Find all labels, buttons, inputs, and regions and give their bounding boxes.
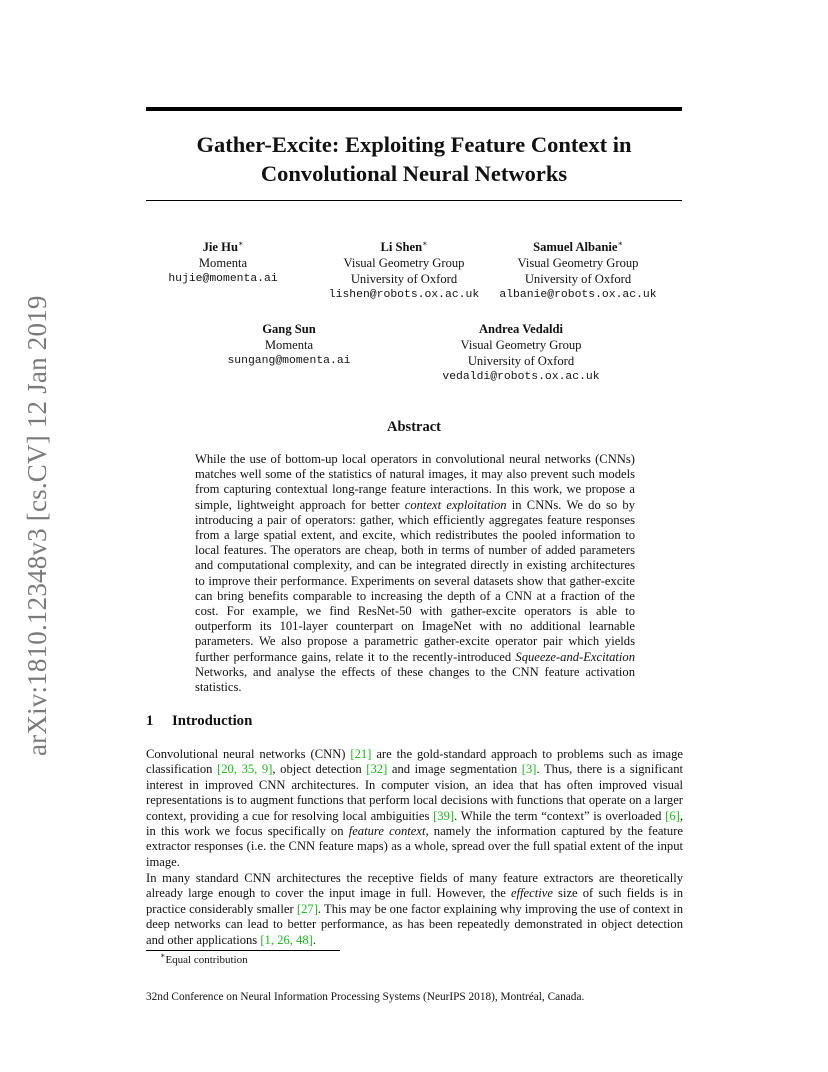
citation-link[interactable]: [3] — [521, 762, 537, 777]
author-name: Li Shen — [380, 240, 423, 254]
author-name: Gang Sun — [262, 322, 316, 336]
equal-contribution-mark: ∗ — [237, 239, 244, 248]
abstract-text: While the use of bottom-up local operators in convolutional neural networks (CNNs) matches well some of the statistics of natural images, it may also prevent such models from capturing contextual long-range feature interactions. In this work, we propose a simple, lightweight approach for better context exploitation in CNNs. We do so by introducing a pair of operators: gather, which efficiently aggregates feature responses from a large spatial extent, and excite, which redistributes the pooled information to local features. The operators are cheap, both in terms of number of added parameters and computational complexity, and can be integrated directly in existing architectures to improve their performance. Experiments on several datasets show that gather-excite can bring benefits comparable to increasing the depth of a CNN at a fraction of the cost. For example, we find ResNet-50 with gather-excite operators is able to outperform its 101-layer counterpart on ImageNet with no additional learnable parameters. We also propose a parametric gather-excite operator pair which yields further performance gains, relate it to the recently-introduced Squeeze-and-Excitation Networks, and analyse the effects of these changes to the CNN feature activation statistics. — [195, 452, 636, 695]
intro-paragraph-2: In many standard CNN architectures the receptive fields of many feature extractors are theoretically already large enough to cover the input image in full. However, the effective size of such fields is in practice considerably smaller [27]. This may be one factor explaining why improving the use of context in deep networks can lead to better performance, as has been repeatedly demonstrated in object detection and other applications [1, 26, 48]. — [146, 871, 683, 947]
author-university: University of Oxford — [467, 354, 575, 368]
conference-note: 32nd Conference on Neural Information Processing Systems (NeurIPS 2018), Montréal, Canada. — [146, 991, 585, 1003]
abstract-heading: Abstract — [387, 419, 441, 435]
citation-link[interactable]: [6] — [665, 808, 680, 823]
author-name: Jie Hu — [202, 240, 238, 254]
author-affiliation: Momenta — [198, 256, 248, 270]
title-line-1: Gather-Excite: Exploiting Feature Context in — [196, 132, 632, 157]
equal-contribution-mark: ∗ — [617, 239, 623, 248]
footnote — [160, 951, 248, 966]
author-block — [488, 239, 668, 303]
footnote-mark: ∗ — [160, 951, 166, 960]
author-affiliation: Momenta — [264, 338, 314, 352]
section-number: 1 — [146, 713, 154, 729]
author-affiliation: Visual Geometry Group — [517, 256, 639, 270]
author-block — [304, 239, 504, 303]
author-name: Andrea Vedaldi — [478, 322, 564, 336]
author-email[interactable]: lishen@robots.ox.ac.uk — [328, 289, 480, 301]
author-name: Samuel Albanie — [533, 240, 618, 254]
section-heading-introduction — [146, 713, 252, 730]
citation-link[interactable]: [32] — [366, 762, 388, 777]
paper-title — [146, 130, 682, 188]
intro-paragraph-1: Convolutional neural networks (CNN) [21] are the gold-standard approach to problems such as image classification [20, 35, 9], object detection [32] and image segmentation [3]. Thus, there is a significant interest in improved CNN architectures. In computer vision, an idea that has often improved visual representations is to augment functions that perform local decisions with functions that operate on a larger context, providing a cue for resolving local ambiguities [39]. While the term “context” is overloaded [6], in this work we focus specifically on feature context, namely the information captured by the feature extractor responses (i.e. the CNN feature maps) as a whole, spread over the full spatial extent of the input image. — [146, 747, 684, 869]
citation-link[interactable]: [1, 26, 48] — [260, 932, 313, 947]
author-affiliation: Visual Geometry Group — [460, 338, 582, 352]
author-university: University of Oxford — [524, 272, 632, 286]
author-email[interactable]: albanie@robots.ox.ac.uk — [499, 289, 657, 301]
equal-contribution-mark: ∗ — [422, 239, 428, 248]
citation-link[interactable]: [27] — [296, 901, 318, 916]
title-top-rule — [146, 107, 682, 111]
citation-link[interactable]: [39] — [433, 808, 455, 823]
author-email[interactable]: sungang@momenta.ai — [227, 355, 351, 367]
citation-link[interactable]: [20, 35, 9] — [217, 762, 273, 777]
author-university: University of Oxford — [350, 272, 458, 286]
author-email[interactable]: vedaldi@robots.ox.ac.uk — [442, 371, 600, 383]
footnote-rule — [146, 950, 340, 951]
arxiv-identifier: arXiv:1810.12348v3 [cs.CV] 12 Jan 2019 — [22, 295, 52, 756]
title-bottom-rule — [146, 200, 682, 201]
section-title: Introduction — [172, 713, 253, 729]
title-line-2: Convolutional Neural Networks — [260, 161, 568, 186]
footnote-text: Equal contribution — [165, 954, 248, 966]
author-block — [143, 239, 303, 287]
author-block — [209, 321, 369, 369]
author-affiliation: Visual Geometry Group — [343, 256, 465, 270]
author-email[interactable]: hujie@momenta.ai — [168, 273, 278, 285]
citation-link[interactable]: [21] — [350, 747, 372, 761]
author-block — [430, 321, 612, 385]
